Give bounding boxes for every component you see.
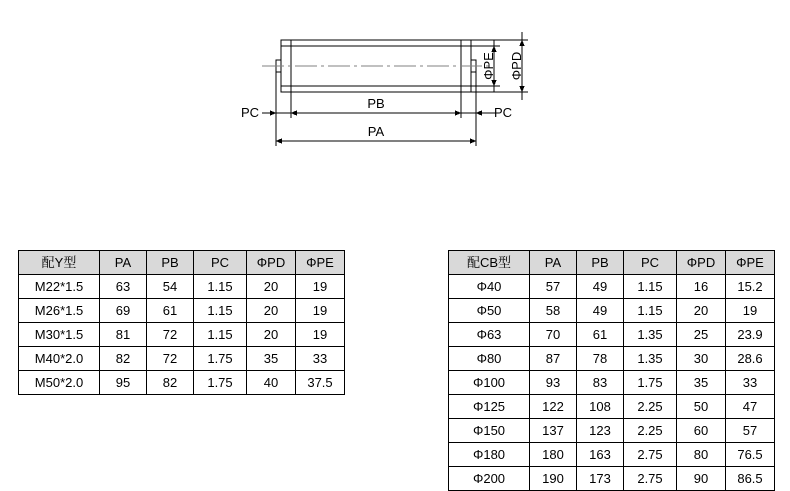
column-header: ΦPE [726,251,775,275]
arrow-pb-left [291,110,297,116]
table-cell: 1.15 [194,275,247,299]
column-header: PB [577,251,624,275]
table-cell: 69 [100,299,147,323]
table-row [449,443,775,467]
table-cell: 33 [296,347,345,371]
table-cell: 35 [247,347,296,371]
table-cell: 1.75 [194,347,247,371]
label-pc-left: PC [240,105,260,120]
table-cell: 15.2 [726,275,775,299]
technical-drawing [0,0,790,230]
column-header: PA [100,251,147,275]
table-cell: 49 [577,275,624,299]
arrow-pc-right [476,110,482,116]
column-header: ΦPD [677,251,726,275]
label-pb: PB [367,96,385,111]
table-cell: 20 [247,275,296,299]
table-cell: 72 [147,347,194,371]
table-cell: 82 [100,347,147,371]
table-cell: Φ50 [449,299,530,323]
table-cell: 86.5 [726,467,775,491]
table-cell: 57 [726,419,775,443]
spec-table-cb-type [448,250,775,491]
label-phi-pd: ΦPD [509,51,524,81]
table-cell: 76.5 [726,443,775,467]
table-header-row [19,251,345,275]
table-row [19,347,345,371]
table-cell: Φ100 [449,371,530,395]
column-header: PC [194,251,247,275]
column-header: ΦPD [247,251,296,275]
table-row [449,275,775,299]
table-row [449,299,775,323]
arrow-pc-left [270,110,276,116]
table-cell: 82 [147,371,194,395]
table-cell: 1.75 [624,371,677,395]
table-cell: 108 [577,395,624,419]
table-cell: 49 [577,299,624,323]
table-cell: M30*1.5 [19,323,100,347]
arrow-pa-right [470,138,476,144]
table-cell: 19 [296,299,345,323]
table-cell: 61 [577,323,624,347]
table-cell: M22*1.5 [19,275,100,299]
table-cell: 20 [247,323,296,347]
table-cell: 123 [577,419,624,443]
table-cell: 1.35 [624,347,677,371]
table-cell: 1.15 [624,275,677,299]
table-cell: 54 [147,275,194,299]
table-cell: 81 [100,323,147,347]
table-cell: 60 [677,419,726,443]
table-cell: M26*1.5 [19,299,100,323]
table-cell: 2.75 [624,467,677,491]
table-cell: 63 [100,275,147,299]
table-row [19,275,345,299]
table-cell: 47 [726,395,775,419]
table-cell: 1.75 [194,371,247,395]
table-cell: 50 [677,395,726,419]
column-header: 配Y型 [19,251,100,275]
arrow-pd-bottom [519,86,525,92]
table-row [449,371,775,395]
table-cell: 16 [677,275,726,299]
table-header-row [449,251,775,275]
table-cell: 28.6 [726,347,775,371]
table-cell: 80 [677,443,726,467]
table-cell: 58 [530,299,577,323]
table-row [449,395,775,419]
column-header: PB [147,251,194,275]
table-cell: 137 [530,419,577,443]
table-cell: 1.15 [194,323,247,347]
table-cell: 87 [530,347,577,371]
table-row [449,323,775,347]
arrow-pd-top [519,40,525,46]
table-cell: 95 [100,371,147,395]
arrow-pb-right [455,110,461,116]
table-row [19,323,345,347]
table-cell: Φ150 [449,419,530,443]
column-header: PA [530,251,577,275]
table-row [449,419,775,443]
table-cell: 1.15 [194,299,247,323]
table-cell: 19 [296,323,345,347]
table-cell: 2.25 [624,395,677,419]
table-cell: 25 [677,323,726,347]
table-cell: 2.25 [624,419,677,443]
table-cell: 78 [577,347,624,371]
column-header: 配CB型 [449,251,530,275]
table-cell: 93 [530,371,577,395]
table-cell: 72 [147,323,194,347]
table-cell: 19 [726,299,775,323]
table-cell: 19 [296,275,345,299]
label-pa: PA [367,124,385,139]
label-phi-pe: ΦPE [481,52,496,80]
table-cell: 70 [530,323,577,347]
table-row [19,299,345,323]
spec-table-y-type [18,250,345,395]
table-cell: 35 [677,371,726,395]
column-header: ΦPE [296,251,345,275]
table-row [19,371,345,395]
table-cell: 2.75 [624,443,677,467]
table-cell: 122 [530,395,577,419]
arrow-pe-top [491,46,497,52]
table-cell: 90 [677,467,726,491]
table-cell: 163 [577,443,624,467]
table-cell: Φ63 [449,323,530,347]
table-cell: Φ80 [449,347,530,371]
column-header: PC [624,251,677,275]
arrow-pe-bottom [491,80,497,86]
table-row [449,347,775,371]
table-cell: Φ180 [449,443,530,467]
table-cell: M50*2.0 [19,371,100,395]
table-cell: Φ125 [449,395,530,419]
table-cell: Φ40 [449,275,530,299]
table-cell: 40 [247,371,296,395]
table-cell: 23.9 [726,323,775,347]
table-cell: 180 [530,443,577,467]
table-cell: 20 [677,299,726,323]
table-cell: 20 [247,299,296,323]
table-cell: 190 [530,467,577,491]
label-pc-right: PC [493,105,513,120]
table-cell: 173 [577,467,624,491]
table-cell: 83 [577,371,624,395]
table-cell: 57 [530,275,577,299]
table-cell: 37.5 [296,371,345,395]
table-cell: 1.35 [624,323,677,347]
table-cell: 30 [677,347,726,371]
table-cell: 1.15 [624,299,677,323]
table-cell: Φ200 [449,467,530,491]
table-cell: M40*2.0 [19,347,100,371]
table-cell: 61 [147,299,194,323]
arrow-pa-left [276,138,282,144]
table-cell: 33 [726,371,775,395]
